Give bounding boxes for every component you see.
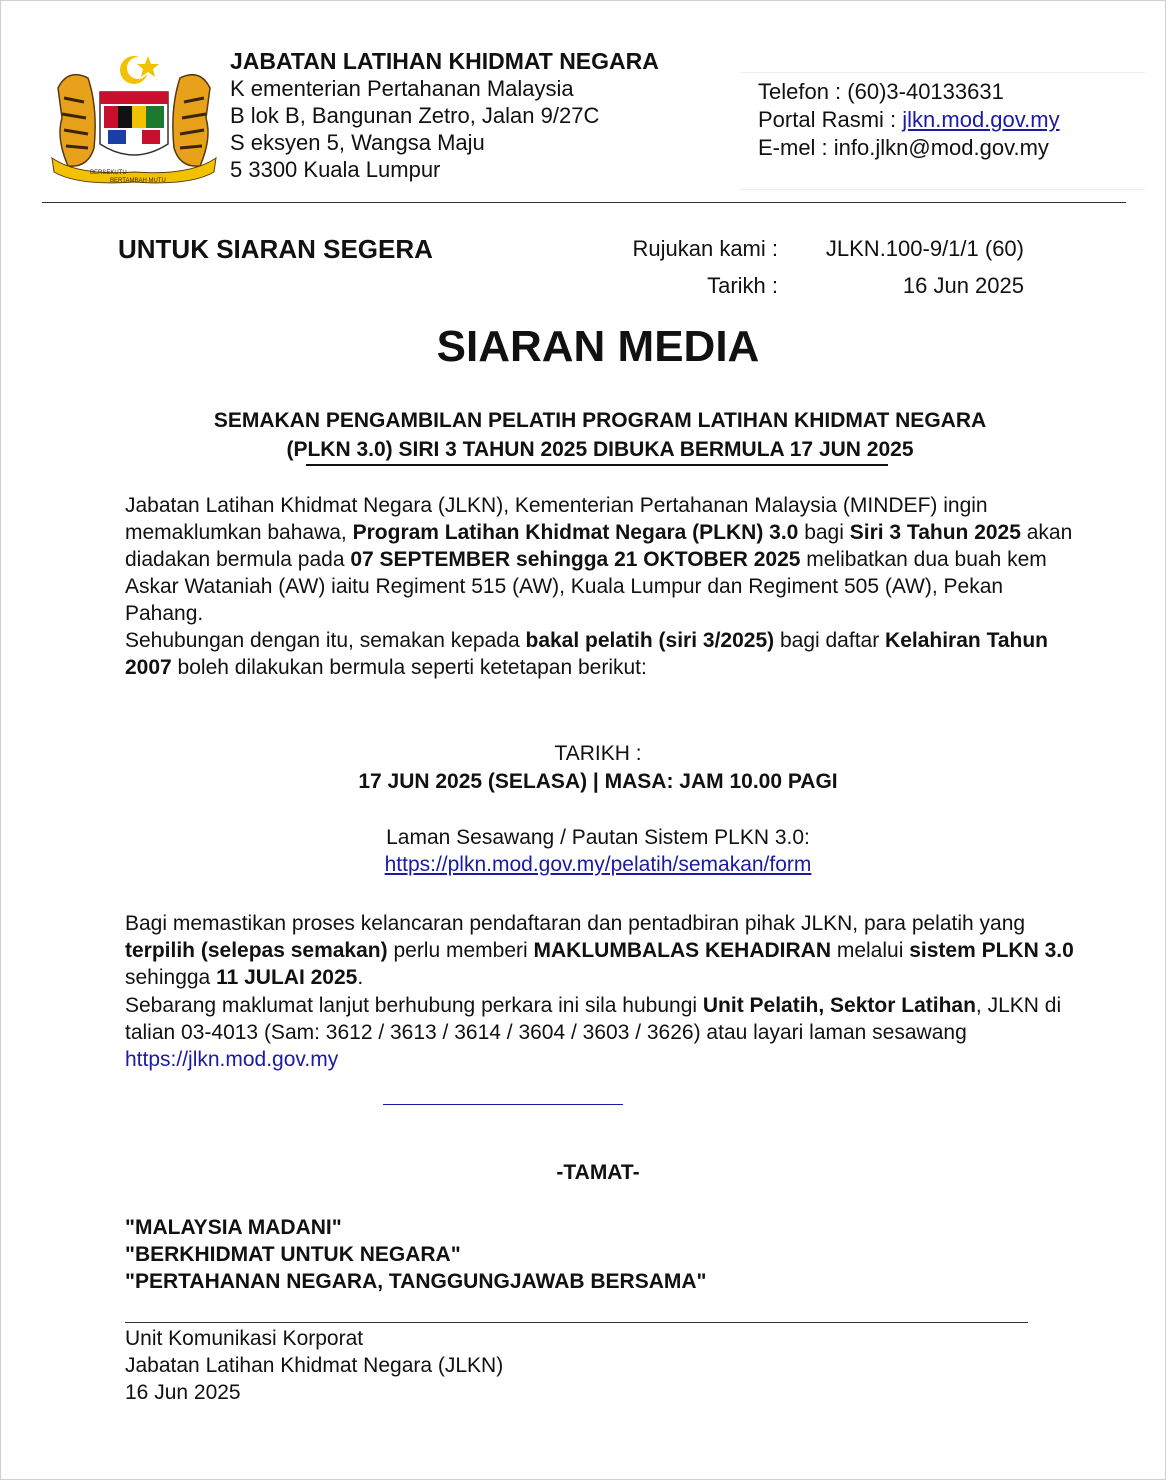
date-label: Tarikh : bbox=[707, 273, 778, 298]
coat-of-arms-logo bbox=[48, 48, 220, 184]
portal-link[interactable]: jlkn.mod.gov.my bbox=[902, 107, 1060, 132]
org-address-block bbox=[230, 48, 659, 183]
date-value: 16 Jun 2025 bbox=[902, 273, 1024, 298]
link-underline bbox=[383, 1104, 623, 1105]
email-text: E-mel : info.jlkn@mod.gov.my bbox=[758, 135, 1049, 160]
slogan-3: "PERTAHANAN NEGARA, TANGGUNGJAWAB BERSAMA" bbox=[125, 1270, 707, 1293]
paragraph-contact: Sebarang maklumat lanjut berhubung perkara ini sila hubungi Unit Pelatih, Sektor Latihan, JLKN di talian 03-4013 (Sam: 3612 / 3613 / 3614 / 3604 / 3603 / 3626) atau layari laman sesawang https://jlkn.mod.gov.my bbox=[125, 994, 1062, 1071]
header-divider bbox=[42, 202, 1126, 203]
jlkn-website-link[interactable]: https://jlkn.mod.gov.my bbox=[125, 1048, 339, 1071]
closing-unit: Unit Komunikasi Korporat bbox=[125, 1327, 364, 1350]
contact-block bbox=[758, 78, 1060, 162]
end-marker: -TAMAT- bbox=[556, 1161, 640, 1184]
org-name: JABATAN LATIHAN KHIDMAT NEGARA bbox=[230, 48, 659, 74]
ref-label: Rujukan kami : bbox=[632, 236, 778, 261]
subtitle-line-1: SEMAKAN PENGAMBILAN PELATIH PROGRAM LATIHAN KHIDMAT NEGARA bbox=[213, 409, 987, 432]
address-line-4: 5 3300 Kuala Lumpur bbox=[230, 157, 441, 182]
paragraph-check: Sehubungan dengan itu, semakan kepada bakal pelatih (siri 3/2025) bagi daftar Kelahiran Tahun 2007 boleh dilakukan bermula seperti ketetapan berikut: bbox=[125, 629, 1048, 679]
schedule-label: TARIKH : bbox=[554, 742, 642, 765]
portal-label: Portal Rasmi : bbox=[758, 107, 903, 132]
slogans bbox=[125, 1214, 706, 1295]
logo-banner-right: BERTAMBAH MUTU bbox=[110, 178, 166, 184]
phone-text: Telefon : (60)3-40133631 bbox=[758, 79, 1004, 104]
closing-block bbox=[125, 1325, 503, 1406]
schedule-value: 17 JUN 2025 (SELASA) | MASA: JAM 10.00 PAGI bbox=[358, 770, 838, 793]
closing-dept: Jabatan Latihan Khidmat Negara (JLKN) bbox=[125, 1354, 504, 1377]
paragraph-intro: Jabatan Latihan Khidmat Negara (JLKN), Kementerian Pertahanan Malaysia (MINDEF) ingin memaklumkan bahawa, Program Latihan Khidmat Negara (PLKN) 3.0 bagi Siri 3 Tahun 2025 akan diadakan bermula pada 07 SEPTEMBER sehingga 21 OKTOBER 2025 melibatkan dua buah kem Askar Wataniah (AW) iaitu Regiment 515 (AW), Kuala Lumpur dan Regiment 505 (AW), Pekan Pahang. bbox=[125, 494, 1073, 625]
subtitle-line-2: (PLKN 3.0) SIRI 3 TAHUN 2025 DIBUKA BERMULA 17 JUN 2025 bbox=[286, 438, 914, 461]
address-line-3: S eksyen 5, Wangsa Maju bbox=[230, 130, 485, 155]
web-label: Laman Sesawang / Pautan Sistem PLKN 3.0: bbox=[386, 826, 810, 849]
portal-line bbox=[758, 106, 1060, 134]
footer-divider bbox=[125, 1322, 1028, 1323]
subtitle-underline bbox=[306, 464, 888, 466]
address-line-2: B lok B, Bangunan Zetro, Jalan 9/27C bbox=[230, 103, 600, 128]
subtitle bbox=[100, 406, 1100, 464]
address-line-1: K ementerian Pertahanan Malaysia bbox=[230, 76, 574, 101]
closing-date: 16 Jun 2025 bbox=[125, 1381, 241, 1404]
page-title: SIARAN MEDIA bbox=[436, 322, 760, 371]
ref-value: JLKN.100-9/1/1 (60) bbox=[825, 236, 1024, 261]
slogan-1: "MALAYSIA MADANI" bbox=[125, 1216, 342, 1239]
release-label: UNTUK SIARAN SEGERA bbox=[118, 234, 433, 264]
system-link[interactable]: https://plkn.mod.gov.my/pelatih/semakan/form bbox=[384, 853, 812, 876]
slogan-2: "BERKHIDMAT UNTUK NEGARA" bbox=[125, 1243, 461, 1266]
web-link-line bbox=[0, 853, 1166, 877]
paragraph-attendance: Bagi memastikan proses kelancaran pendaftaran dan pentadbiran pihak JLKN, para pelatih yang terpilih (selepas semakan) perlu memberi MAKLUMBALAS KEHADIRAN melalui sistem PLKN 3.0 sehingga 11 JULAI 2025. bbox=[125, 912, 1074, 989]
logo-banner-left: BERSEKUTU bbox=[90, 170, 127, 176]
